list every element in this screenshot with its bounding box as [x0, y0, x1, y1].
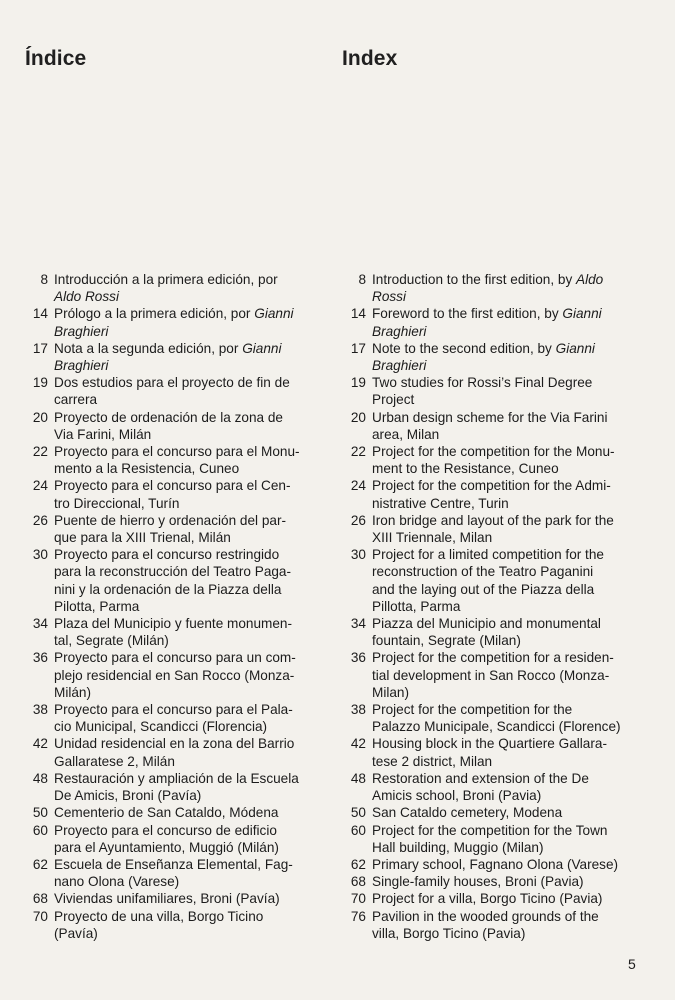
entry-page-number: 48: [32, 770, 48, 786]
entry-title: [372, 804, 640, 821]
english-index-list: [340, 271, 640, 942]
index-entry: [22, 856, 322, 890]
entry-page-number: 19: [350, 375, 366, 391]
entry-title: [372, 546, 640, 615]
index-entry: [22, 477, 322, 511]
entry-title: [54, 804, 322, 821]
entry-title: [372, 340, 640, 374]
entry-author: Braghieri: [372, 323, 427, 339]
entry-text: Unidad residencial en la zona del Barrio: [54, 736, 295, 752]
entry-text: Milán): [54, 684, 92, 700]
index-entry: [22, 770, 322, 804]
entry-text: Piazza del Municipio and monumental: [372, 616, 601, 632]
entry-title: [54, 512, 322, 546]
entry-text: Project for the competition for the Admi-: [372, 478, 611, 494]
entry-text: Pilotta, Parma: [54, 598, 140, 614]
index-entry: [340, 340, 640, 374]
entry-text: Cementerio de San Cataldo, Módena: [54, 805, 279, 821]
entry-text: Proyecto para el concurso para el Pala-: [54, 702, 293, 718]
entry-title: [54, 443, 322, 477]
entry-title: [54, 856, 322, 890]
entry-title: [372, 615, 640, 649]
entry-text: Single-family houses, Broni (Pavia): [372, 874, 584, 890]
entry-text: Proyecto de ordenación de la zona de: [54, 409, 283, 425]
entry-page-number: 48: [350, 770, 366, 786]
index-entry: [340, 305, 640, 339]
entry-title: [54, 409, 322, 443]
entry-page-number: 76: [350, 908, 366, 924]
entry-page-number: 26: [32, 512, 48, 528]
entry-page-number: 68: [32, 891, 48, 907]
index-entry: [22, 701, 322, 735]
entry-title: [54, 890, 322, 907]
index-entry: [340, 546, 640, 615]
entry-page-number: 17: [32, 340, 48, 356]
entry-title: [54, 649, 322, 701]
entry-text: Introduction to the first edition, by: [372, 272, 577, 287]
entry-page-number: 20: [32, 409, 48, 425]
entry-title: [372, 409, 640, 443]
entry-author: Braghieri: [54, 358, 109, 374]
index-entry: [22, 443, 322, 477]
entry-title: [372, 856, 640, 873]
entry-page-number: 70: [32, 908, 48, 924]
index-entry: [340, 615, 640, 649]
entry-author: Aldo Rossi: [54, 289, 119, 305]
entry-title: [372, 890, 640, 907]
entry-text: nano Olona (Varese): [54, 874, 180, 890]
entry-text: Palazzo Municipale, Scandicci (Florence): [372, 719, 621, 735]
entry-page-number: 17: [350, 340, 366, 356]
entry-text: Project for the competition for the: [372, 702, 573, 718]
entry-page-number: 42: [350, 736, 366, 752]
entry-text: Proyecto de una villa, Borgo Ticino: [54, 908, 264, 924]
entry-page-number: 70: [350, 891, 366, 907]
entry-text: Pillotta, Parma: [372, 598, 461, 614]
entry-text: Pavilion in the wooded grounds of the: [372, 908, 599, 924]
entry-page-number: 8: [40, 272, 48, 287]
english-index-heading: Index: [342, 47, 398, 70]
entry-text: Project for a villa, Borgo Ticino (Pavia): [372, 891, 603, 907]
entry-title: [54, 735, 322, 769]
entry-text: Iron bridge and layout of the park for the: [372, 512, 614, 528]
entry-text: para la reconstrucción del Teatro Paga-: [54, 564, 292, 580]
index-entry: [22, 546, 322, 615]
entry-text: ment to the Resistance, Cuneo: [372, 461, 559, 477]
entry-title: [54, 822, 322, 856]
index-entry: [340, 443, 640, 477]
spanish-index-list: [22, 271, 322, 942]
entry-text: que para la XIII Trienal, Milán: [54, 530, 231, 546]
entry-text: Foreword to the first edition, by: [372, 306, 563, 322]
entry-title: [54, 271, 322, 305]
entry-text: Proyecto para el concurso para el Monu-: [54, 444, 300, 460]
entry-page-number: 8: [358, 272, 366, 287]
index-entry: [340, 873, 640, 890]
entry-title: [372, 701, 640, 735]
index-entry: [340, 701, 640, 735]
entry-author: Braghieri: [372, 358, 427, 374]
index-entry: [22, 305, 322, 339]
index-entry: [340, 409, 640, 443]
entry-text: Project for the competition for the Monu-: [372, 444, 615, 460]
entry-page-number: 60: [350, 822, 366, 838]
entry-page-number: 50: [350, 805, 366, 821]
entry-page-number: 22: [32, 444, 48, 460]
entry-page-number: 50: [32, 805, 48, 821]
entry-title: [54, 908, 322, 942]
entry-title: [372, 908, 640, 942]
entry-page-number: 42: [32, 736, 48, 752]
entry-author: Gianni: [242, 340, 282, 356]
entry-title: [372, 443, 640, 477]
entry-page-number: 36: [350, 650, 366, 666]
page-number: 5: [628, 956, 636, 972]
entry-title: [372, 374, 640, 408]
entry-text: Gallaratese 2, Milán: [54, 753, 175, 769]
index-entry: [22, 271, 322, 305]
entry-text: nistrative Centre, Turin: [372, 495, 509, 511]
entry-author: Rossi: [372, 289, 406, 305]
entry-text: and the laying out of the Piazza della: [372, 581, 595, 597]
entry-author: Gianni: [254, 306, 294, 322]
index-entry: [22, 649, 322, 701]
entry-text: Project for the competition for the Town: [372, 822, 608, 838]
entry-title: [54, 340, 322, 374]
entry-page-number: 30: [32, 547, 48, 563]
entry-text: Proyecto para el concurso para el Cen-: [54, 478, 291, 494]
entry-page-number: 38: [350, 702, 366, 718]
entry-page-number: 26: [350, 512, 366, 528]
entry-page-number: 36: [32, 650, 48, 666]
entry-text: reconstruction of the Teatro Paganini: [372, 564, 594, 580]
entry-text: tial development in San Rocco (Monza-: [372, 667, 610, 683]
index-entry: [22, 512, 322, 546]
entry-text: Via Farini, Milán: [54, 426, 152, 442]
entry-title: [54, 374, 322, 408]
entry-author: Aldo: [576, 272, 604, 287]
index-entry: [22, 735, 322, 769]
entry-text: Project for the competition for a residen-: [372, 650, 614, 666]
index-entry: [340, 908, 640, 942]
index-entry: [340, 804, 640, 821]
index-entry: [340, 271, 640, 305]
entry-text: Housing block in the Quartiere Gallara-: [372, 736, 607, 752]
entry-text: Note to the second edition, by: [372, 340, 556, 356]
entry-page-number: 30: [350, 547, 366, 563]
entry-text: tese 2 district, Milan: [372, 753, 493, 769]
entry-text: Project: [372, 392, 415, 408]
entry-page-number: 20: [350, 409, 366, 425]
entry-page-number: 34: [32, 616, 48, 632]
entry-title: [54, 546, 322, 615]
entry-title: [54, 701, 322, 735]
entry-text: nini y la ordenación de la Piazza della: [54, 581, 282, 597]
entry-page-number: 62: [350, 856, 366, 872]
entry-text: tal, Segrate (Milán): [54, 633, 169, 649]
entry-page-number: 24: [32, 478, 48, 494]
entry-text: Proyecto para el concurso para un com-: [54, 650, 296, 666]
entry-title: [372, 512, 640, 546]
index-entry: [340, 890, 640, 907]
entry-title: [54, 615, 322, 649]
index-entry: [22, 804, 322, 821]
entry-text: plejo residencial en San Rocco (Monza-: [54, 667, 295, 683]
entry-title: [372, 477, 640, 511]
entry-text: area, Milan: [372, 426, 440, 442]
entry-page-number: 68: [350, 874, 366, 890]
entry-text: Proyecto para el concurso restringido: [54, 547, 280, 563]
entry-text: villa, Borgo Ticino (Pavia): [372, 925, 526, 941]
entry-text: Puente de hierro y ordenación del par-: [54, 512, 286, 528]
entry-text: Amicis school, Broni (Pavia): [372, 788, 542, 804]
entry-title: [54, 477, 322, 511]
entry-text: Escuela de Enseñanza Elemental, Fag-: [54, 856, 293, 872]
entry-text: Hall building, Muggio (Milan): [372, 839, 544, 855]
entry-text: mento a la Resistencia, Cuneo: [54, 461, 240, 477]
index-entry: [340, 770, 640, 804]
entry-text: carrera: [54, 392, 98, 408]
entry-text: Project for a limited competition for the: [372, 547, 604, 563]
index-entry: [340, 649, 640, 701]
entry-text: Restoration and extension of the De: [372, 770, 589, 786]
entry-title: [372, 271, 640, 305]
entry-text: cio Municipal, Scandicci (Florencia): [54, 719, 268, 735]
entry-text: Viviendas unifamiliares, Broni (Pavía): [54, 891, 280, 907]
entry-title: [372, 649, 640, 701]
index-entry: [22, 374, 322, 408]
entry-title: [372, 822, 640, 856]
entry-author: Gianni: [555, 340, 595, 356]
index-entry: [22, 615, 322, 649]
entry-text: tro Direccional, Turín: [54, 495, 180, 511]
entry-title: [372, 770, 640, 804]
entry-page-number: 38: [32, 702, 48, 718]
spanish-index-heading: Índice: [25, 47, 87, 70]
entry-text: Dos estudios para el proyecto de fin de: [54, 375, 290, 391]
index-entry: [340, 822, 640, 856]
entry-title: [372, 873, 640, 890]
entry-page-number: 34: [350, 616, 366, 632]
entry-page-number: 24: [350, 478, 366, 494]
index-entry: [22, 908, 322, 942]
entry-text: De Amicis, Broni (Pavía): [54, 788, 202, 804]
index-entry: [340, 477, 640, 511]
entry-page-number: 14: [350, 306, 366, 322]
index-entry: [22, 890, 322, 907]
index-entry: [340, 856, 640, 873]
entry-text: Nota a la segunda edición, por: [54, 340, 243, 356]
entry-title: [54, 770, 322, 804]
entry-text: XIII Triennale, Milan: [372, 530, 493, 546]
entry-text: Milan): [372, 684, 410, 700]
entry-text: Proyecto para el concurso de edificio: [54, 822, 277, 838]
entry-page-number: 14: [32, 306, 48, 322]
entry-text: San Cataldo cemetery, Modena: [372, 805, 563, 821]
index-entry: [22, 409, 322, 443]
entry-text: fountain, Segrate (Milan): [372, 633, 521, 649]
index-entry: [22, 822, 322, 856]
index-entry: [340, 374, 640, 408]
entry-text: para el Ayuntamiento, Muggió (Milán): [54, 839, 279, 855]
entry-text: Two studies for Rossi’s Final Degree: [372, 375, 593, 391]
index-entry: [340, 735, 640, 769]
entry-text: Plaza del Municipio y fuente monumen-: [54, 616, 293, 632]
entry-author: Gianni: [562, 306, 602, 322]
entry-page-number: 60: [32, 822, 48, 838]
entry-title: [372, 305, 640, 339]
entry-title: [372, 735, 640, 769]
entry-text: Urban design scheme for the Via Farini: [372, 409, 608, 425]
entry-title: [54, 305, 322, 339]
index-entry: [340, 512, 640, 546]
index-entry: [22, 340, 322, 374]
entry-page-number: 22: [350, 444, 366, 460]
entry-text: Introducción a la primera edición, por: [54, 272, 278, 287]
entry-author: Braghieri: [54, 323, 109, 339]
entry-text: Primary school, Fagnano Olona (Varese): [372, 856, 619, 872]
entry-text: (Pavía): [54, 925, 98, 941]
entry-page-number: 19: [32, 375, 48, 391]
entry-text: Prólogo a la primera edición, por: [54, 306, 255, 322]
entry-page-number: 62: [32, 856, 48, 872]
entry-text: Restauración y ampliación de la Escuela: [54, 770, 299, 786]
